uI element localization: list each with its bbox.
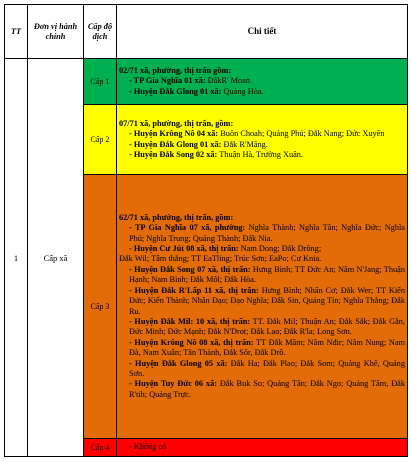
district-name: - TP Gia Nghĩa 01 xã: xyxy=(129,76,206,86)
header-detail: Chi tiết xyxy=(117,5,408,59)
header-level: Cấp độ dịch xyxy=(84,5,117,59)
district-places: Nam Dong; Đắk Drông; xyxy=(238,244,322,254)
district-line xyxy=(119,244,405,254)
district-line xyxy=(119,286,405,317)
district-places: Nghĩa Thành; Nghĩa Tân; Nghĩa Đức; Nghĩa Phú; Nghĩa Trung; Quảng Thành; Đắk Nia. xyxy=(129,223,405,243)
district-name: - Huyện Đắk Glong 01 xã: xyxy=(129,86,222,96)
district-name: - Huyện Đắk Song 07 xã, thị trấn: xyxy=(129,264,251,274)
district-places: Đắk R'Măng. xyxy=(221,139,268,149)
district-name: - Huyện Đắk Song 02 xã: xyxy=(129,149,218,159)
district-line xyxy=(119,359,405,380)
district-places: Thuận Hà, Trường Xuân. xyxy=(217,149,304,159)
district-places: Hưng Bình; TT Đức An; Nâm N'Jang; Thuận Hạnh; Nam Bình; Đắk Môl; Đắk Hòa. xyxy=(129,264,405,285)
district-name: - Huyện Đắk Mil: 10 xã, thị trấn: xyxy=(129,316,251,326)
level-label-2: Cấp 2 xyxy=(84,105,117,175)
header-row xyxy=(5,5,408,59)
district-name: - Huyện Cư Jút 08 xã, thị trấn: xyxy=(129,244,239,254)
level-heading: 02/71 xã, phường, thị trấn gồm: xyxy=(119,65,232,75)
district-name: - Huyện Krông Nô 08 xã, thị trấn: xyxy=(129,337,254,347)
level-label-1: Cấp 1 xyxy=(84,59,117,105)
level-detail-4 xyxy=(117,439,408,457)
district-places: - Không có xyxy=(129,442,167,452)
district-places: Đắk Ha; Đắk Plao; Đắk Som; Quảng Khê, Quảng Sơn. xyxy=(129,358,405,378)
level-detail-2 xyxy=(117,105,408,175)
district-line xyxy=(119,254,405,264)
header-unit: Đơn vị hành chính xyxy=(28,5,84,59)
header-tt: TT xyxy=(5,5,28,59)
district-places: Hưng Bình; Nhân Cơ; Đắk Wer; TT Kiến Đức; Kiến Thành; Nhân Đạo; Đạo Nghĩa; Đắk Sin, Quảng Tín; Nghĩa Thắng; Đắk Ru. xyxy=(129,285,406,316)
district-name: - Huyện Tuy Đức 06 xã: xyxy=(129,379,217,389)
district-line xyxy=(119,76,405,86)
level-label-3: Cấp 3 xyxy=(84,175,117,439)
level-heading: 07/71 xã, phường, thị trấn, gồm: xyxy=(119,118,234,128)
district-line xyxy=(119,338,405,359)
district-name: - TP Gia Nghĩa 07 xã, phường: xyxy=(129,223,246,233)
district-line xyxy=(119,442,405,452)
row-tt: 1 xyxy=(5,59,28,457)
district-places: TT Đắk Mâm; Nâm Nđir; Nâm Nung; Nam Đà, Nam Xuân; Tân Thành, Đắk Sôr, Đắk Drô. xyxy=(129,337,405,358)
district-line xyxy=(119,87,405,97)
district-line xyxy=(119,129,405,139)
district-places: Đắk Wil; Tâm thắng; TT EaTling; Trúc Sơn; EaPo; Cư Knia. xyxy=(119,254,322,264)
district-places: TT. Đắk Mil; Thuận An; Đắk Sắk; Đắk Gằn, Đức Minh; Đức Mạnh; Đắk N'Drot; Đắk Lao; Đắk R'la; Long Sơn. xyxy=(129,316,405,337)
district-places: Đắk Buk So; Quảng Tân; Đắk Ngo; Quảng Tâm, Đắk R'tih; Quảng Trực. xyxy=(129,379,406,399)
district-line xyxy=(119,265,405,286)
level-detail-3 xyxy=(117,175,408,439)
district-places: Buôn Choah; Quảng Phú; Đắk Nang; Đức Xuyên xyxy=(218,129,385,139)
district-name: - Huyện Đắk Glong 05 xã: xyxy=(129,358,228,368)
district-line xyxy=(119,379,405,400)
district-places: Quảng Hòa. xyxy=(221,86,264,96)
district-name: - Huyện Đắk Glong 01 xã: xyxy=(129,139,222,149)
row-unit: Cấp xã xyxy=(28,59,84,457)
district-line xyxy=(119,223,405,244)
district-places: ĐăkR' Moan xyxy=(205,76,250,86)
level-detail-1 xyxy=(117,59,408,105)
level-row-1 xyxy=(5,59,408,105)
level-heading: 62/71 xã, phường, thị trấn, gồm: xyxy=(119,212,234,222)
covid-level-table xyxy=(4,4,408,457)
district-line xyxy=(119,150,405,160)
level-label-4: Cấp 4 xyxy=(84,439,117,457)
district-name: - Huyện Krông Nô 04 xã: xyxy=(129,129,219,139)
district-name: - Huyện Đắk R'Lấp 11 xã, thị trấn: xyxy=(129,285,259,295)
district-line xyxy=(119,317,405,338)
district-line xyxy=(119,140,405,150)
